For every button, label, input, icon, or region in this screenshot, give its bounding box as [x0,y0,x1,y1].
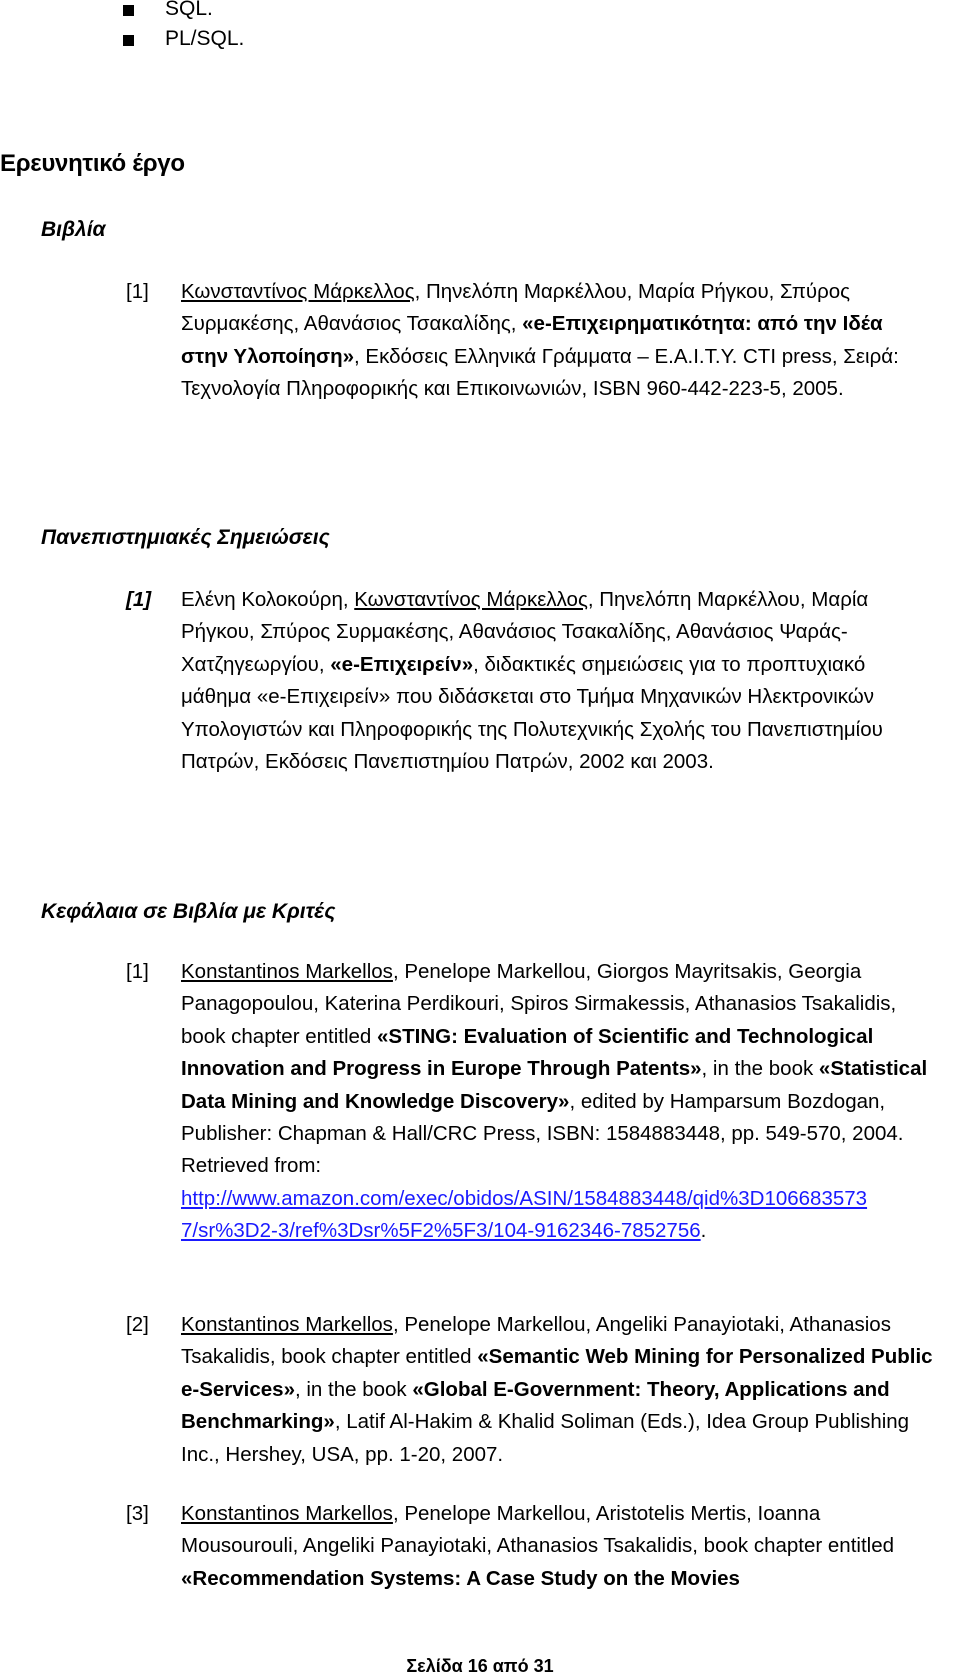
entry-text [181,1498,933,1595]
link-trailing-period: . [700,1219,707,1243]
publication-details: , Latif Al-Hakim & Khalid Soliman (Eds.), Idea Group Publishing Inc., Hershey, USA, pp. 1-20, 2007. [181,1410,910,1466]
first-author: Ελένη Κολοκούρη, [181,588,355,611]
coauthors: , Penelope Markellou, Giorgos Mayritsakis, Georgia Panagopoulou, Katerina Perdikouri, Spiros Sirmakessis, Athanasios Tsakalidis, book chapter entitled [181,960,897,1048]
retrieved-label: Retrieved from: [181,1154,322,1178]
chapter-entry [0,956,960,1286]
bullet-text: PL/SQL. [165,27,245,50]
notes-title: «e-Επιχειρείν» [330,652,474,676]
entry-text [181,584,933,778]
books-heading: Βιβλία [41,218,106,241]
entry-text [181,1309,933,1471]
book-title: «e-Επιχειρηματικότητα: από την Ιδέα στην Υλοποίηση» [181,312,883,368]
coauthors: , Penelope Markellou, Angeliki Panayiotaki, Athanasios Tsakalidis, book chapter entitled [181,1313,891,1369]
square-bullet-icon [123,35,134,46]
book-title: «Statistical Data Mining and Knowledge Discovery» [181,1057,928,1113]
connector-text: , in the book [701,1057,819,1081]
author-name: Κωνσταντίνος Μάρκελλος [181,280,415,303]
bullet-text: SQL. [165,0,213,20]
chapter-title: «Recommendation Systems: A Case Study on the Movies [181,1566,740,1590]
square-bullet-icon [123,5,134,16]
list-item [123,24,244,54]
publication-details: , Εκδόσεις Ελληνικά Γράμματα – Ε.Α.Ι.Τ.Υ. CTI press, Σειρά: Τεχνολογία Πληροφορικής και Επικοινωνιών, ISBN 960-442-223-5, 2005. [181,344,899,401]
entry-text [181,276,933,406]
author-name: Konstantinos Markellos [181,960,393,983]
publication-details: , διδακτικές σημειώσεις για το προπτυχιακό μάθημα «e-Επιχειρείν» που διδάσκεται στο Τμήμα Μηχανικών Ηλεκτρονικών Υπολογιστών και Πληροφορικής της Πολυτεχνικής Σχολής του Πανεπιστημίου Πατρών, Εκδόσεις Πανεπιστημίου Πατρών, 2002 και 2003. [181,652,883,774]
publication-details: , edited by Hamparsum Bozdogan, Publisher: Chapman & Hall/CRC Press, ISBN: 1584883448, pp. 549-570, 2004. [181,1089,904,1146]
notes-entry [0,584,960,814]
author-name: Konstantinos Markellos [181,1502,393,1525]
notes-heading: Πανεπιστημιακές Σημειώσεις [41,526,330,549]
chapter-title: «STING: Evaluation of Scientific and Technological Innovation and Progress in Europe Through Patents» [181,1024,874,1081]
author-name: Konstantinos Markellos [181,1313,393,1336]
entry-number: [1] [126,960,149,983]
chapters-heading: Κεφάλαια σε Βιβλία με Κριτές [41,900,336,923]
entry-text [181,956,933,1248]
entry-number: [1] [126,280,149,303]
entry-number: [1] [126,588,152,611]
page-number-footer: Σελίδα 16 από 31 [406,1656,554,1676]
list-item [123,0,244,24]
book-entry [0,276,960,446]
bullet-list [123,0,244,54]
coauthors: , Πηνελόπη Μαρκέλλου, Μαρία Ρήγκου, Σπύρος Συρμακέσης, Αθανάσιος Τσακαλίδης, [181,280,851,336]
coauthors: , Πηνελόπη Μαρκέλλου, Μαρία Ρήγκου, Σπύρος Συρμακέσης, Αθανάσιος Τσακαλίδης, Αθανάσιος Ψαράς-Χατζηγεωργίου, [181,588,869,676]
chapter-title: «Semantic Web Mining for Personalized Public e-Services» [181,1345,933,1401]
connector-text: , in the book [294,1377,413,1401]
section-title: Ερευνητικό έργο [0,150,185,177]
author-name: Κωνσταντίνος Μάρκελλος [354,588,588,611]
entry-number: [3] [126,1502,149,1525]
book-title: «Global E-Government: Theory, Applications and Benchmarking» [181,1377,890,1434]
coauthors: , Penelope Markellou, Aristotelis Mertis, Ioanna Mousourouli, Angeliki Panayiotaki, Athanasios Tsakalidis, book chapter entitled [181,1502,894,1558]
source-link-continued[interactable]: 7/sr%3D2-3/ref%3Dsr%5F2%5F3/104-9162346-7852756 [181,1219,701,1243]
source-link[interactable]: http://www.amazon.com/exec/obidos/ASIN/1584883448/qid%3D106683573 [181,1186,868,1210]
chapter-entry [0,1309,960,1479]
chapter-entry [0,1498,960,1608]
entry-number: [2] [126,1313,149,1336]
